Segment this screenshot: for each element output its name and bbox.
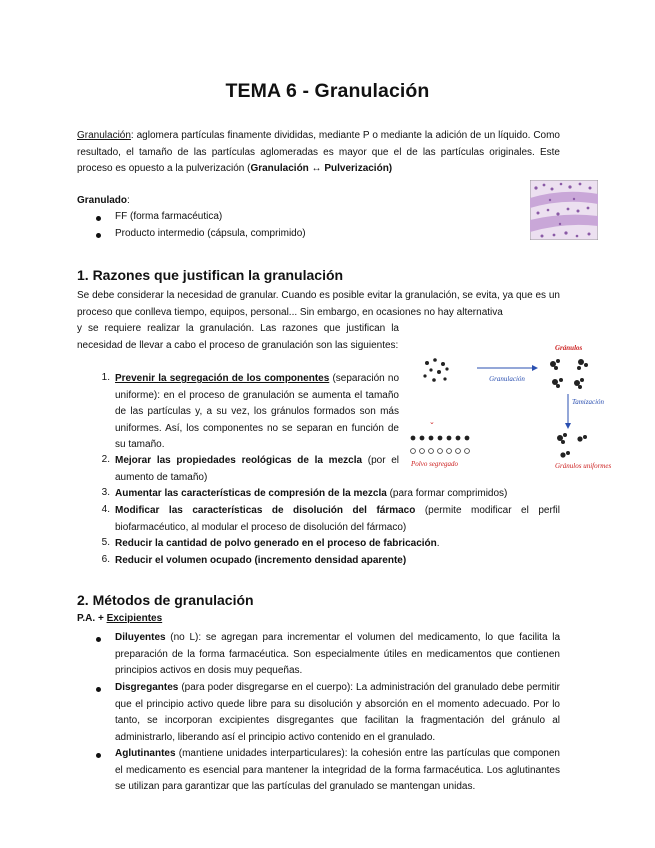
section2-subheading [77,613,162,624]
excipient-item [115,630,560,680]
red-arrow-icon: ⌄ [429,419,435,426]
excipientes-label: Excipientes [106,613,163,624]
reason-bold: Reducir el volumen ocupado (incremento densidad aparente) [115,555,407,566]
bullet-icon [96,216,101,221]
reason-bold: Prevenir la segregación de los componentes [115,373,330,384]
reason-item [115,486,560,503]
reason-text: (para formar comprimidos) [386,488,508,499]
reason-item [115,536,560,553]
excipient-bold: Disgregantes [115,682,179,693]
granulado-label: Granulado [77,195,128,206]
section-heading-2: 2. Métodos de granulación [77,592,254,608]
bullet-icon [96,687,101,692]
excipient-text: (no L): se agregan para incrementar el volumen del medicamento, lo que facilita la preparación de la forma farmacéutica. Son especialmente útiles en medicamentos que contienen principios activos en dosis muy pequeñas. [115,632,560,676]
bullet-icon [96,233,101,238]
granules-icon [550,359,588,389]
excipient-bold: Diluyentes [115,632,166,643]
powder-particles-icon [423,358,448,382]
reason-bold: Mejorar las propiedades reológicas de la mezcla [115,455,363,466]
reason-item [115,371,399,454]
excipient-text: (mantiene unidades interparticulares): la cohesión entre las partículas que componen el medicamento es esencial para mantener la integridad de la forma farmacéutica. Los aglutinantes se utilizan para garantizar que las partículas del granulado se mantengan unidas. [115,748,560,792]
section1-paragraph: Se debe considerar la necesidad de granular. Cuando es posible evitar la granulación, se evita, ya que es un proceso que conlleva tiempo, equipos, personal... Sin embargo, en ocasiones no hay alternativa [77,290,560,318]
reason-text: (por el aumento de tamaño) [115,455,400,483]
uniform-granules-icon [557,433,587,458]
segregated-powder-label: Polvo segregado [411,460,458,468]
bullet-icon [96,753,101,758]
intro-term: Granulación [77,130,131,141]
list-number: 2. [101,454,110,465]
list-number: 3. [101,487,110,498]
excipient-item [115,680,560,746]
list-number: 1. [101,372,110,383]
bullet-icon [96,637,101,642]
reason-text: (permite modificar el perfil biofarmacéutico, al modular el proceso de disolución del fármaco) [115,505,561,533]
sub-prefix: P.A. + [77,613,107,624]
reason-item [115,503,560,536]
excipient-text: (para poder disgregarse en el cuerpo): La administración del granulado debe permitir que el principio activo quede libre para su disolución y absorción en el momento adecuado. Por lo tanto, se incorporan excipientes disgregantes que facilitan la fragmentación del gránulo al administrarlo, liberando así el principio activo contenido en el granulado. [115,682,560,743]
reason-bold: Modificar las características de disolución del fármaco [115,505,416,516]
list-number: 4. [101,504,110,515]
granulado-label-row [77,195,130,206]
section1-paragraph-narrow: y se requiere realizar la granulación. Las razones que justifican la necesidad de llevar a cabo el proceso de granulación son las siguientes: [77,323,399,351]
page-title: TEMA 6 - Granulación [225,80,430,102]
reason-item [115,553,560,570]
excipient-item [115,746,560,796]
granulation-diagram [405,338,630,478]
intro-paragraph [77,128,560,178]
granule-micrograph-image [530,180,598,240]
reason-text: (separación no uniforme): en el proceso de granulación se aumenta el tamaño de las partículas y, a su vez, los gránulos formados son más uniformes. Así, los componentes no se separan en función de su tamaño. [115,373,400,450]
reason-text: . [436,538,440,549]
segregated-powder-icon [411,436,470,454]
uniform-granules-label: Gránulos uniformes [555,462,612,470]
sieving-label: Tamización [572,398,605,406]
reason-bold: Reducir la cantidad de polvo generado en el proceso de fabricación [115,538,437,549]
reason-item [115,453,399,486]
intro-text: : aglomera partículas finamente divididas, mediante P o mediante la adición de un líquido. Como resultado, el tamaño de las partículas aglomeradas es mayor que el de las partículas originales. Este proceso es opuesto a la pulverización ( [77,130,560,174]
reason-bold: Aumentar las características de compresión de la mezcla [115,488,387,499]
granulado-colon: : [127,195,130,206]
granulado-item: Producto intermedio (cápsula, comprimido) [115,228,306,239]
granules-label: Gránulos [555,344,583,352]
excipient-bold: Aglutinantes [115,748,176,759]
intro-emphasis: Granulación ↔ Pulverización) [250,163,393,174]
granulado-item: FF (forma farmacéutica) [115,211,223,222]
list-number: 5. [101,537,110,548]
granulation-label: Granulación [489,375,525,383]
section-heading-1: 1. Razones que justifican la granulación [77,267,344,283]
list-number: 6. [101,554,110,565]
